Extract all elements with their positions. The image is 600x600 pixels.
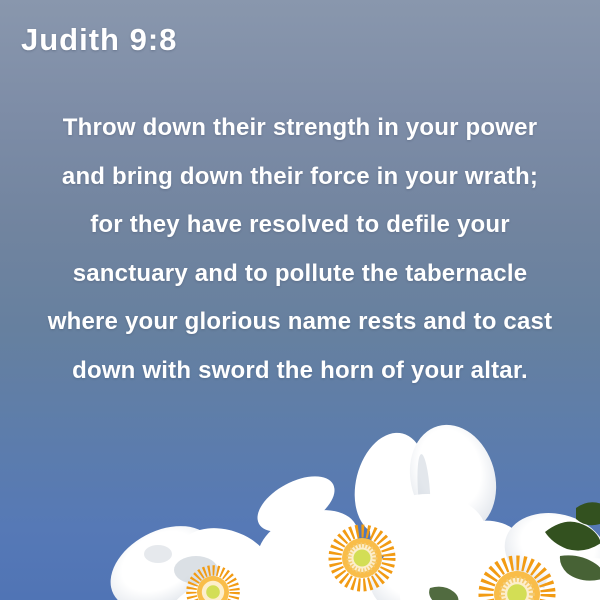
anemone-flowers-illustration [0,380,600,600]
verse-line: sanctuary and to pollute the tabernacle [72,259,528,287]
petal-shadow [144,545,172,563]
pistil [354,550,371,567]
verse-line: and bring down their force in your wrath; [61,162,539,190]
verse-line: for they have resolved to defile your [90,211,510,239]
pistil [206,585,220,599]
verse-text [0,104,600,396]
page-title: Judith 9:8 [21,22,178,57]
verse-line: where your glorious name rests and to cast [47,308,553,336]
verse-line: Throw down their strength in your power [62,114,538,141]
verse-line: down with sword the horn of your altar. [72,356,528,384]
